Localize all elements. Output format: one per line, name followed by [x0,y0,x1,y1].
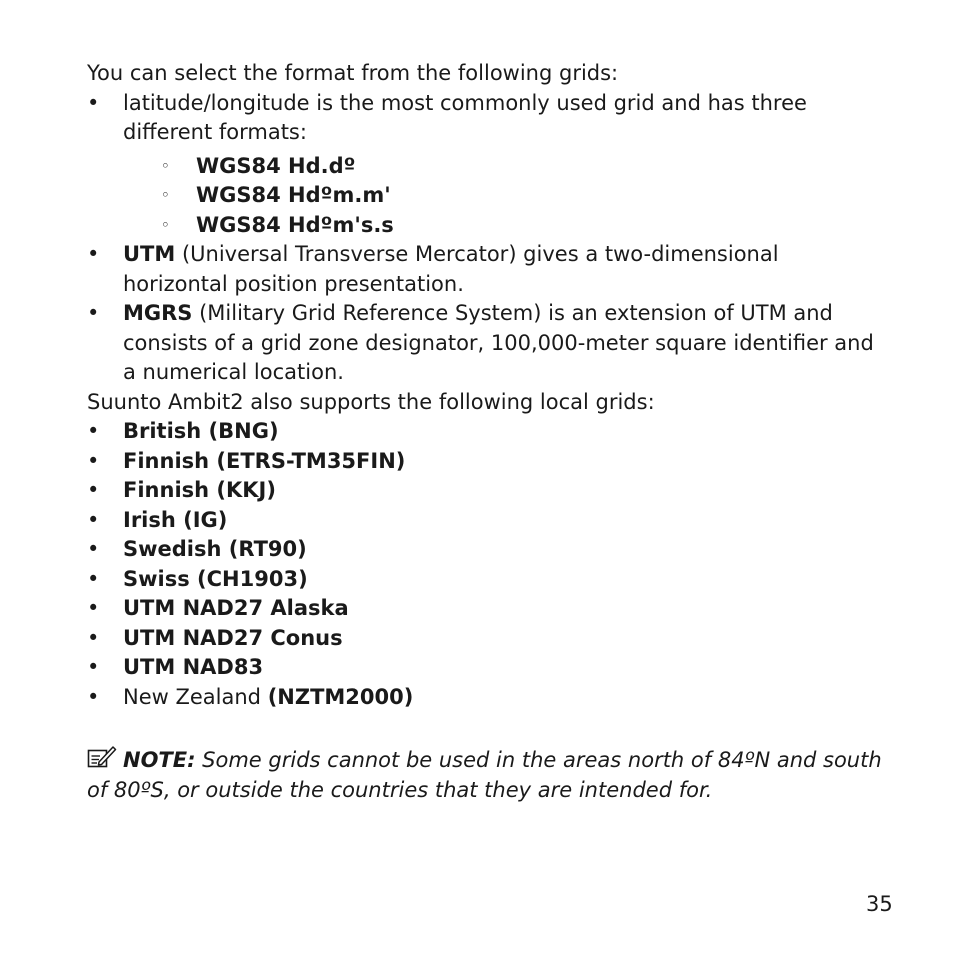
bullet-icon: • [87,242,100,266]
list-item [87,299,887,388]
local-grids-intro: Suunto Ambit2 also supports the following local grids: [87,389,655,414]
list-item [87,417,887,447]
local-grid-list [87,417,887,712]
page-content [87,59,887,712]
sub-bullet-icon: ◦ [161,215,170,234]
bullet-icon: • [87,566,100,591]
bullet-icon: • [87,507,100,532]
latlong-format-list [123,152,887,241]
local-grid-name: Finnish (KKJ) [123,478,276,502]
grid-description: (Universal Transverse Mercator) gives a two-dimensional horizontal position presentation. [123,242,779,296]
grid-name: MGRS [123,301,193,325]
format-name: WGS84 Hdºm's.s [196,212,394,237]
note-pencil-icon [87,745,117,769]
bullet-icon: • [87,90,100,115]
grid-description: (Military Grid Reference System) is an extension of UTM and consists of a grid zone designator, 100,000-meter square identifier and a numerical location. [123,301,874,384]
bullet-icon: • [87,655,100,679]
list-item [87,89,887,241]
list-item [87,594,887,624]
list-item [87,565,887,595]
list-item [87,624,887,654]
sub-bullet-icon: ◦ [161,186,170,204]
format-name: WGS84 Hdºm.m' [196,183,391,207]
grid-list [87,89,887,388]
list-item [87,476,887,506]
list-item [123,211,887,241]
local-grid-name: British (BNG) [123,419,279,443]
local-grid-name: (NZTM2000) [267,684,414,709]
page-number: 35 [866,892,893,916]
format-name: WGS84 Hd.dº [196,153,356,178]
list-item [87,506,887,536]
note-label: NOTE: [123,748,196,772]
list-item [87,653,887,683]
local-grid-name: Irish (IG) [123,507,228,532]
grid-name: UTM [123,242,176,266]
bullet-icon: • [87,448,100,473]
local-grid-name: UTM NAD83 [123,655,264,679]
grid-description: latitude/longitude is the most commonly used grid and has three different formats: [123,90,807,144]
bullet-icon: • [87,301,100,325]
local-grid-name: UTM NAD27 Conus [123,625,343,650]
grids-intro: You can select the format from the following grids: [87,61,619,85]
list-item [87,240,887,299]
list-item [87,447,887,477]
bullet-icon: • [87,419,100,443]
bullet-icon: • [87,684,100,709]
list-item [87,683,887,713]
note-text: Some grids cannot be used in the areas north of 84ºN and south of 80ºS, or outside the countries that they are intended for. [87,748,882,802]
list-item [87,535,887,565]
bullet-icon: • [87,478,100,502]
list-item [123,181,887,211]
local-grid-name: Swedish (RT90) [123,537,307,561]
bullet-icon: • [87,625,100,650]
local-grid-text: New Zealand [123,684,268,709]
bullet-icon: • [87,596,100,620]
local-grid-name: Swiss (CH1903) [123,566,308,591]
note-block [87,745,887,805]
sub-bullet-icon: ◦ [161,156,170,175]
local-grid-name: Finnish (ETRS-TM35FIN) [123,448,406,473]
bullet-icon: • [87,537,100,561]
local-grid-name: UTM NAD27 Alaska [123,596,349,620]
list-item [123,152,887,182]
